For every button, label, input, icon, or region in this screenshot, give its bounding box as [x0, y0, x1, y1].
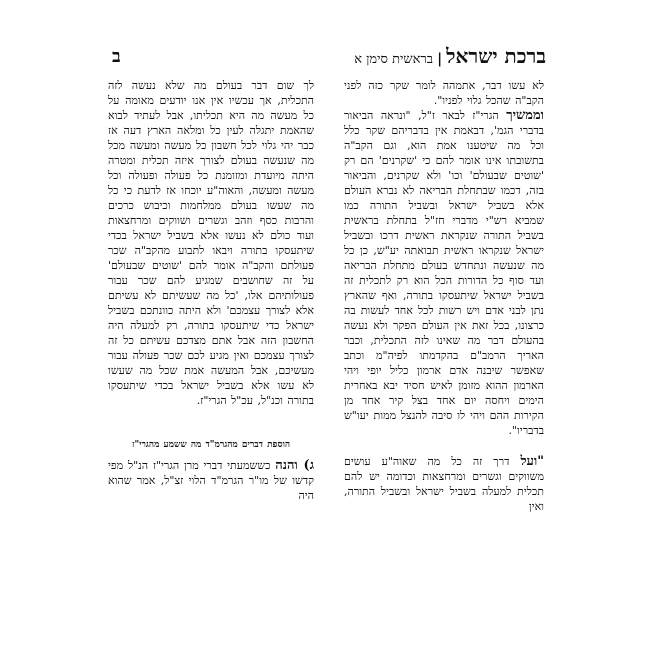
paragraph-lead-word: "ועל: [520, 454, 544, 469]
section-heading: הוספת דברים מהגרמ"ד מה ששמע מהגרי"ז: [131, 440, 291, 450]
book-title: ברכת ישראל: [446, 44, 546, 68]
left-text-column: [108, 78, 314, 503]
running-header: [354, 44, 546, 69]
paragraph: [344, 108, 544, 438]
paragraph-text: הגרי"ז לבאר ז"ל, "ונראה הביאור בדברי הגמ', דבאמת אין בדבריהם שקר כלל וכל מה שיטענו אמת הוא, וגם הקב"ה בתשובתו אינו אומר להם כי 'שקרנים' הם רק 'שוטים שבעולם' וכו' ולא שקרנים, והביאור בזה, דכמו שבתחלת הבריאה לא נברא העולם אלא בשביל ישראל ובשביל התורה כמו שמביא רש"י מדברי חז"ל בתחלת בראשית בשביל התורה שנקראת ראשית דרכו ובשביל ישראל שנקראו ראשית תבואתה יע"ש, כן כל מה שנעשה ונתחדש בעולם מתחלת הבריאה ועד סוף כל הדורות הכל הוא רק לתכלית זה בשביל ישראל שיתעסקו בתורה, ואף שהארץ נתן לבני אדם ויש רשות לכל אחד לעשות בה כרצונו, בכל זאת אין העולם הפקר ולא נעשה בהעולם דבר מה שאינו לזה התכלית, וכבר האריך הרמב"ם בהקדמתו לפיה"מ וכתב שאפשר שיבנה אדם ארמון כליל יופי ויהי הארמון ההוא מזומן לאיש חסיד יבא באחרית הימים ויחסה יום אחד בצל קיר אחד מן הקירות ההם ויהי לו סיבה להנצל ממות יעו"ש בדבריו".: [344, 109, 544, 437]
page-number: ב: [112, 46, 121, 67]
right-text-column: [344, 78, 544, 514]
paragraph-text: דרך זה כל מה שאוה"ע עושים משווקים וגשרים ומרחצאות וכדומה יש להם תכלית למעלה בשביל ישראל ובשביל התורה, ואין: [344, 455, 544, 513]
paragraph-lead-word: וממשיך: [506, 108, 544, 123]
paragraph: [108, 458, 314, 503]
header-separator: |: [437, 51, 443, 67]
paragraph-lead-word: ג) והנה: [275, 458, 314, 473]
paragraph: לא עשו דבר, אתמהה לומר שקר כזה לפני הקב"ה שהכל גלוי לפניו".: [344, 79, 544, 107]
section-reference: בראשית סימן א: [354, 52, 434, 67]
paragraph: לך שום דבר בעולם מה שלא נעשה לזה התכלית, אך עכשיו אין אנו יודעים מאומה על כל מעשה מה היא תכליתו, אבל לעתיד לבוא שהאמת יתגלה לעין כל ומלאה הארץ דעה אז כבר יהי גלוי לכל חשבון כל מעשה ומעשה מכל מה שנעשה בעולם לצורך איזה תכלית ומטרה היתה מיועדת ומזומנת כל פעולה ופעולה וכל מעשה ומעשה, והאוה"ע יוכחו אז לדעת כי כל מה שעשו בעולם ממלחמות וכיבוש כרכים והרבות כסף וזהב וגשרים ושווקים ומרחצאות ועוד כולם לא נעשו אלא בשביל ישראל בכדי שיתעסקו בתורה ויבאו לתבוע מהקב"ה שכר פעולתם והקב"ה אומר להם 'שוטים שבעולם' על זה שחושבים שמגיע להם שכר עבור פעולותיהם אלו, 'כל מה שעשיתם לא עשיתם אלא לצורך עצמכם' ולא היתה כוונתכם בשביל ישראל כדי שיתעסקו בתורה, רק למעלה היה החשבון הזה אבל אתם מצדכם עשיתם כל זה לצורך עצמכם ואין מגיע לכם שכר פעולה עבור מעשיכם, אבל המעשה אמת שכל מה שעשו לא עשו אלא בשביל ישראל בכדי שיתעסקו בתורה וכנ"ל, עכ"ל הגרי"ז.: [108, 79, 314, 407]
paragraph: [344, 454, 544, 514]
paragraph-text: כששמעתי דברי מרן הגרי"ז הנ"ל מפי קדשו של מו"ר הגרמ"ד הלוי זצ"ל, אמר שהוא היה: [108, 459, 314, 502]
